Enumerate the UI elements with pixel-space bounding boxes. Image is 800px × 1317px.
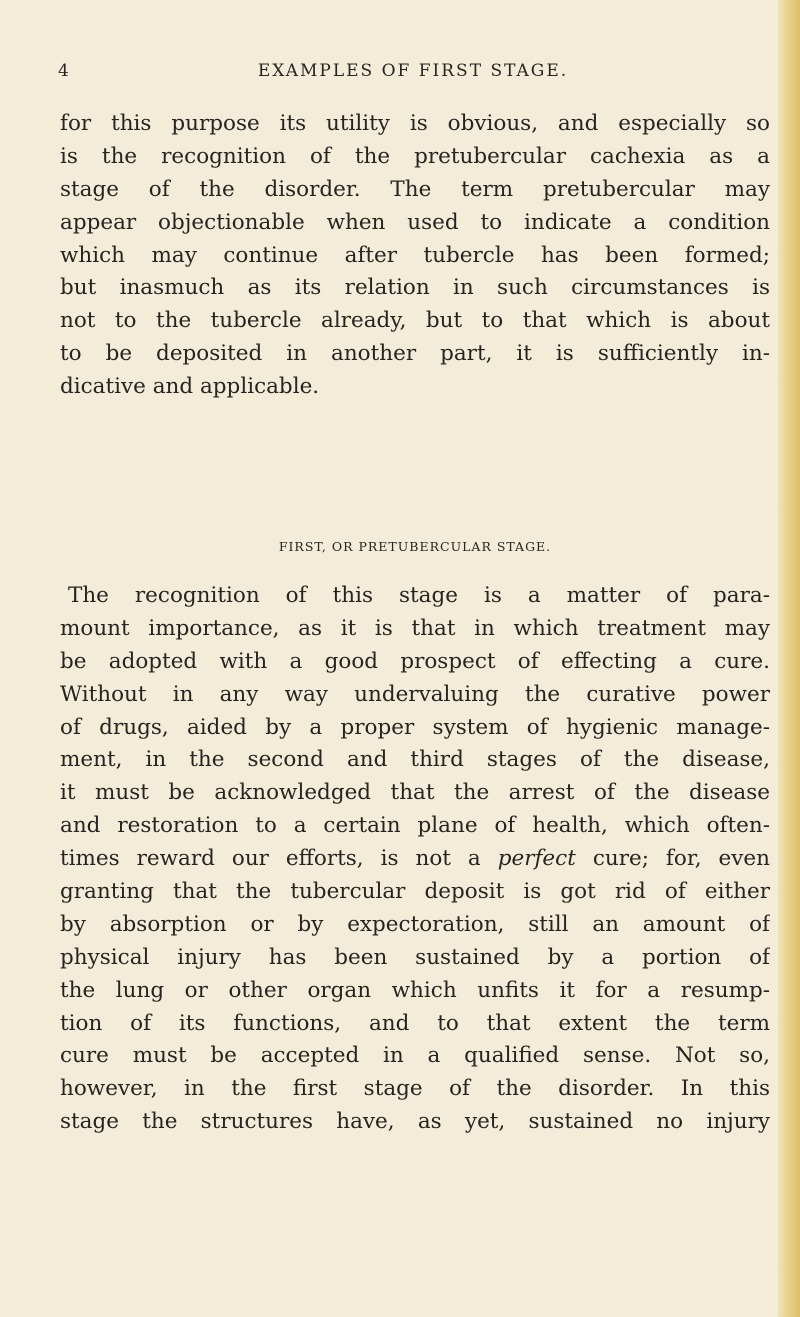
text-line: not to the tubercle already, but to that which is about [60, 308, 770, 334]
text-line: the lung or other organ which unfits it for a resump- [60, 977, 770, 1003]
text-fragment: cure; for, even [575, 846, 770, 872]
text-line: stage the structures have, as yet, sustained no injury [60, 1109, 770, 1135]
text-line: ment, in the second and third stages of the disease, [60, 747, 770, 773]
text-line: appear objectionable when used to indicate a condition [60, 209, 770, 235]
text-line: tion of its functions, and to that extent the term [60, 1010, 770, 1036]
text-line: which may continue after tubercle has been formed; [60, 242, 770, 268]
section-heading: FIRST, OR PRETUBERCULAR STAGE. [278, 539, 552, 554]
text-line: cure must be accepted in a qualified sense. Not so, [60, 1043, 770, 1069]
paragraph-2 [60, 580, 770, 1139]
text-line: and restoration to a certain plane of health, which often- [60, 813, 770, 839]
text-line: be adopted with a good prospect of effecting a cure. [60, 648, 770, 674]
text-line: stage of the disorder. The term pretubercular may [60, 176, 770, 202]
emphasis-perfect: perfect [497, 846, 576, 872]
text-line: granting that the tubercular deposit is got rid of either [60, 879, 770, 905]
page-header [58, 56, 768, 86]
text-line: Without in any way undervaluing the curative power [60, 681, 770, 707]
text-fragment: times reward our efforts, is not a [60, 846, 498, 872]
text-line: for this purpose its utility is obvious, and especially so [60, 111, 770, 136]
text-line: to be deposited in another part, it is sufficiently in- [60, 341, 770, 367]
page-edge [778, 0, 800, 1317]
text-line: The recognition of this stage is a matter of para- [68, 583, 770, 608]
text-line: but inasmuch as its relation in such circumstances is [60, 275, 770, 301]
paragraph-1 [60, 108, 770, 404]
text-line [60, 843, 770, 876]
text-line: physical injury has been sustained by a portion of [60, 944, 770, 970]
text-line: of drugs, aided by a proper system of hygienic manage- [60, 714, 770, 740]
text-line: it must be acknowledged that the arrest of the disease [60, 780, 770, 806]
running-head: EXAMPLES OF FIRST STAGE. [257, 61, 569, 81]
page-number: 4 [58, 61, 71, 81]
text-line: by absorption or by expectoration, still an amount of [60, 911, 770, 937]
text-line: mount importance, as it is that in which treatment may [60, 615, 770, 641]
text-line: dicative and applicable. [60, 374, 320, 400]
text-line: is the recognition of the pretubercular cachexia as a [60, 143, 770, 169]
text-line: however, in the first stage of the disorder. In this [60, 1076, 770, 1102]
